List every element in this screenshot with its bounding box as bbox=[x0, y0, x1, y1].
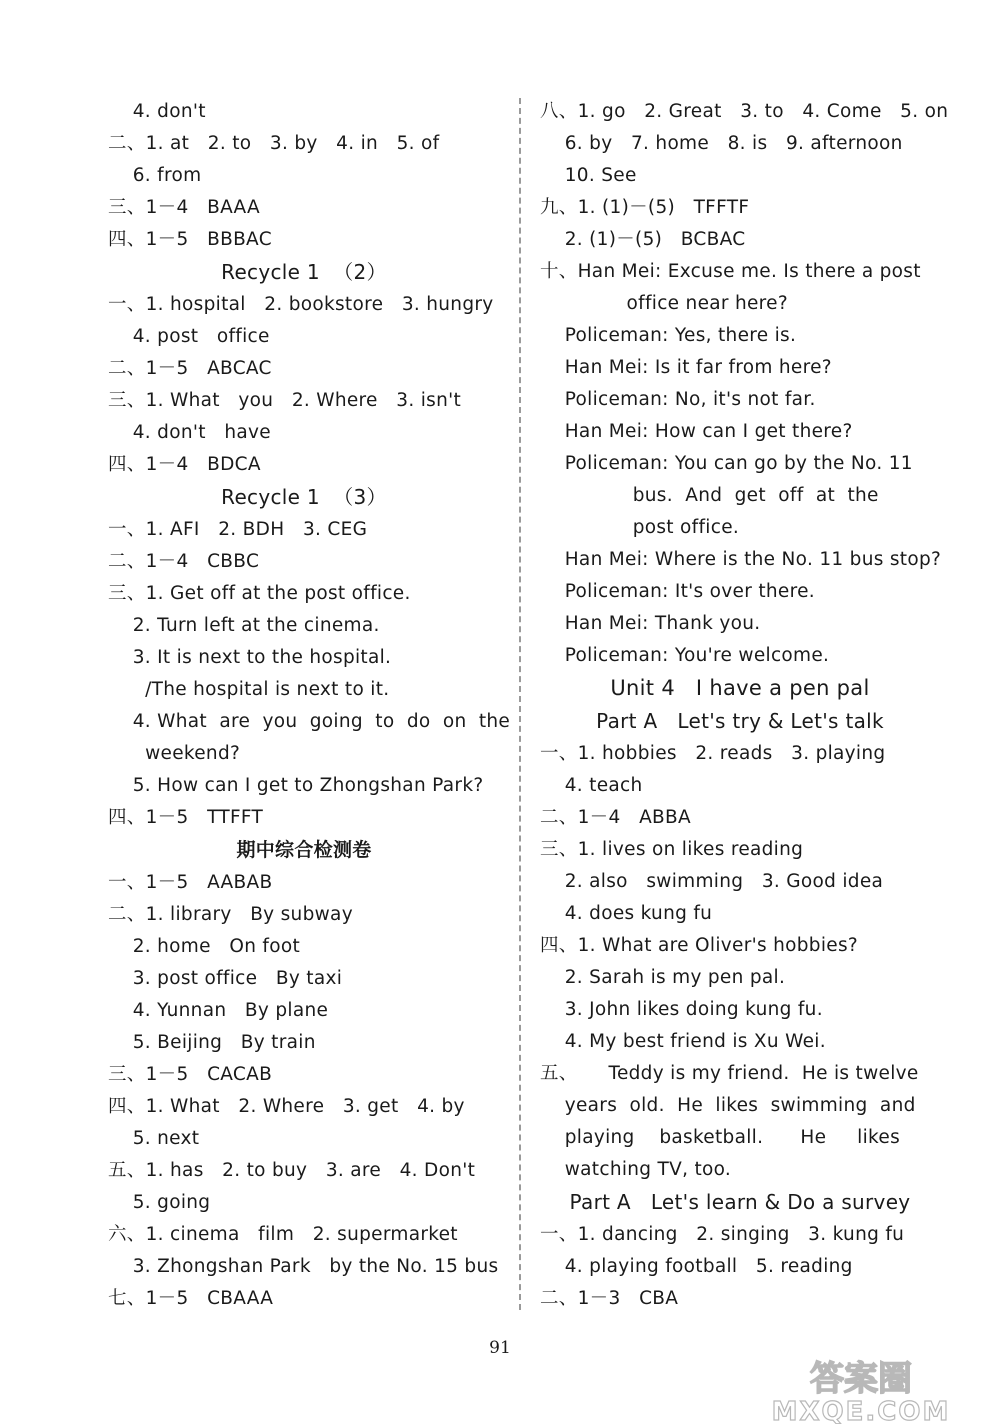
answer-line: 3. Zhongshan Park by the No. 15 bus bbox=[108, 1256, 499, 1277]
page-number: 91 bbox=[489, 1338, 511, 1358]
left-answer-column bbox=[108, 96, 511, 1315]
answer-line: watching TV, too. bbox=[540, 1159, 732, 1180]
answer-line: 二、1－3 CBA bbox=[540, 1288, 679, 1309]
answer-line: 十、Han Mei: Excuse me. Is there a post bbox=[540, 261, 921, 282]
answer-line: 4. playing football 5. reading bbox=[540, 1256, 853, 1277]
answer-line: 四、1－5 TTFFT bbox=[108, 807, 264, 828]
answer-line: 一、1. AFI 2. BDH 3. CEG bbox=[108, 519, 368, 540]
answer-line: 4. does kung fu bbox=[540, 903, 713, 924]
answer-line: 2. (1)－(5) BCBAC bbox=[540, 229, 746, 250]
answer-line: 5. Beijing By train bbox=[108, 1032, 316, 1053]
column-divider bbox=[519, 98, 521, 1310]
answer-line: 四、1. What are Oliver's hobbies? bbox=[540, 935, 859, 956]
answer-line: 七、1－5 CBAAA bbox=[108, 1288, 274, 1309]
answer-line: 2. home On foot bbox=[108, 936, 301, 957]
answer-line: playing basketball. He likes bbox=[540, 1127, 901, 1148]
answer-line: years old. He likes swimming and bbox=[540, 1095, 916, 1116]
section-heading: Part A Let's learn & Do a survey bbox=[569, 1190, 911, 1214]
answer-line: bus. And get off at the bbox=[540, 485, 879, 506]
answer-line: Policeman: It's over there. bbox=[540, 581, 815, 602]
answer-line: 三、1. lives on likes reading bbox=[540, 839, 804, 860]
answer-line: 2. Sarah is my pen pal. bbox=[540, 967, 786, 988]
answer-line: 2. also swimming 3. Good idea bbox=[540, 871, 884, 892]
answer-line: 四、1－5 BBBAC bbox=[108, 229, 272, 250]
answer-line: 6. from bbox=[108, 165, 202, 186]
answer-line: Han Mei: Is it far from here? bbox=[540, 357, 832, 378]
section-heading: Recycle 1 （3） bbox=[221, 485, 387, 509]
answer-line: 四、1－4 BDCA bbox=[108, 454, 261, 475]
answer-line: 4. What are you going to do on the bbox=[108, 711, 511, 732]
answer-line: Policeman: You can go by the No. 11 bbox=[540, 453, 913, 474]
answer-line: 5. going bbox=[108, 1192, 211, 1213]
section-heading: Part A Let's try & Let's talk bbox=[596, 709, 884, 733]
answer-line: 二、1－5 ABCAC bbox=[108, 358, 272, 379]
answer-line: 4. don't bbox=[108, 101, 206, 122]
answer-line: 六、1. cinema film 2. supermarket bbox=[108, 1224, 458, 1245]
answer-line: 三、1－4 BAAA bbox=[108, 197, 260, 218]
answer-line: 八、1. go 2. Great 3. to 4. Come 5. on bbox=[540, 101, 949, 122]
answer-line: Policeman: You're welcome. bbox=[540, 645, 830, 666]
watermark-logo bbox=[736, 1352, 986, 1424]
answer-line: 一、1－5 AABAB bbox=[108, 872, 273, 893]
watermark-url: MXQE.COM bbox=[771, 1397, 951, 1424]
answer-line: 10. See bbox=[540, 165, 637, 186]
answer-line: 三、1－5 CACAB bbox=[108, 1064, 273, 1085]
watermark-text: 答案圈 bbox=[810, 1359, 912, 1399]
answer-line: 2. Turn left at the cinema. bbox=[108, 615, 380, 636]
answer-line: 五、 Teddy is my friend. He is twelve bbox=[540, 1063, 919, 1084]
answer-line: 九、1. (1)－(5) TFFTF bbox=[540, 197, 750, 218]
answer-line: 4. teach bbox=[540, 775, 643, 796]
answer-line: 三、1. Get off at the post office. bbox=[108, 583, 411, 604]
answer-line: /The hospital is next to it. bbox=[108, 679, 390, 700]
answer-line: weekend? bbox=[108, 743, 241, 764]
answer-line: 6. by 7. home 8. is 9. afternoon bbox=[540, 133, 903, 154]
answer-line: 3. John likes doing kung fu. bbox=[540, 999, 823, 1020]
answer-line: 3. It is next to the hospital. bbox=[108, 647, 392, 668]
answer-line: 4. My best friend is Xu Wei. bbox=[540, 1031, 826, 1052]
answer-line: 二、1. library By subway bbox=[108, 904, 353, 925]
section-heading: Recycle 1 （2） bbox=[221, 260, 387, 284]
answer-line: office near here? bbox=[540, 293, 788, 314]
answer-line: 五、1. has 2. to buy 3. are 4. Don't bbox=[108, 1160, 476, 1181]
answer-line: Policeman: Yes, there is. bbox=[540, 325, 797, 346]
answer-line: 四、1. What 2. Where 3. get 4. by bbox=[108, 1096, 465, 1117]
right-answer-column bbox=[540, 96, 949, 1315]
answer-line: Han Mei: Where is the No. 11 bus stop? bbox=[540, 549, 942, 570]
section-heading: 期中综合检测卷 bbox=[236, 839, 372, 861]
answer-line: Han Mei: How can I get there? bbox=[540, 421, 853, 442]
unit-heading: Unit 4 I have a pen pal bbox=[610, 676, 870, 700]
answer-line: 5. How can I get to Zhongshan Park? bbox=[108, 775, 484, 796]
answer-line: 二、1－4 ABBA bbox=[540, 807, 691, 828]
answer-line: 一、1. hospital 2. bookstore 3. hungry bbox=[108, 294, 494, 315]
answer-line: 二、1. at 2. to 3. by 4. in 5. of bbox=[108, 133, 440, 154]
answer-line: 5. next bbox=[108, 1128, 200, 1149]
answer-line: 4. don't have bbox=[108, 422, 271, 443]
answer-line: Policeman: No, it's not far. bbox=[540, 389, 816, 410]
answer-line: post office. bbox=[540, 517, 740, 538]
answer-line: 三、1. What you 2. Where 3. isn't bbox=[108, 390, 462, 411]
answer-line: 一、1. hobbies 2. reads 3. playing bbox=[540, 743, 886, 764]
answer-line: 4. post office bbox=[108, 326, 270, 347]
answer-line: 3. post office By taxi bbox=[108, 968, 343, 989]
answer-line: Han Mei: Thank you. bbox=[540, 613, 761, 634]
answer-line: 4. Yunnan By plane bbox=[108, 1000, 329, 1021]
answer-line: 二、1－4 CBBC bbox=[108, 551, 260, 572]
answer-line: 一、1. dancing 2. singing 3. kung fu bbox=[540, 1224, 905, 1245]
